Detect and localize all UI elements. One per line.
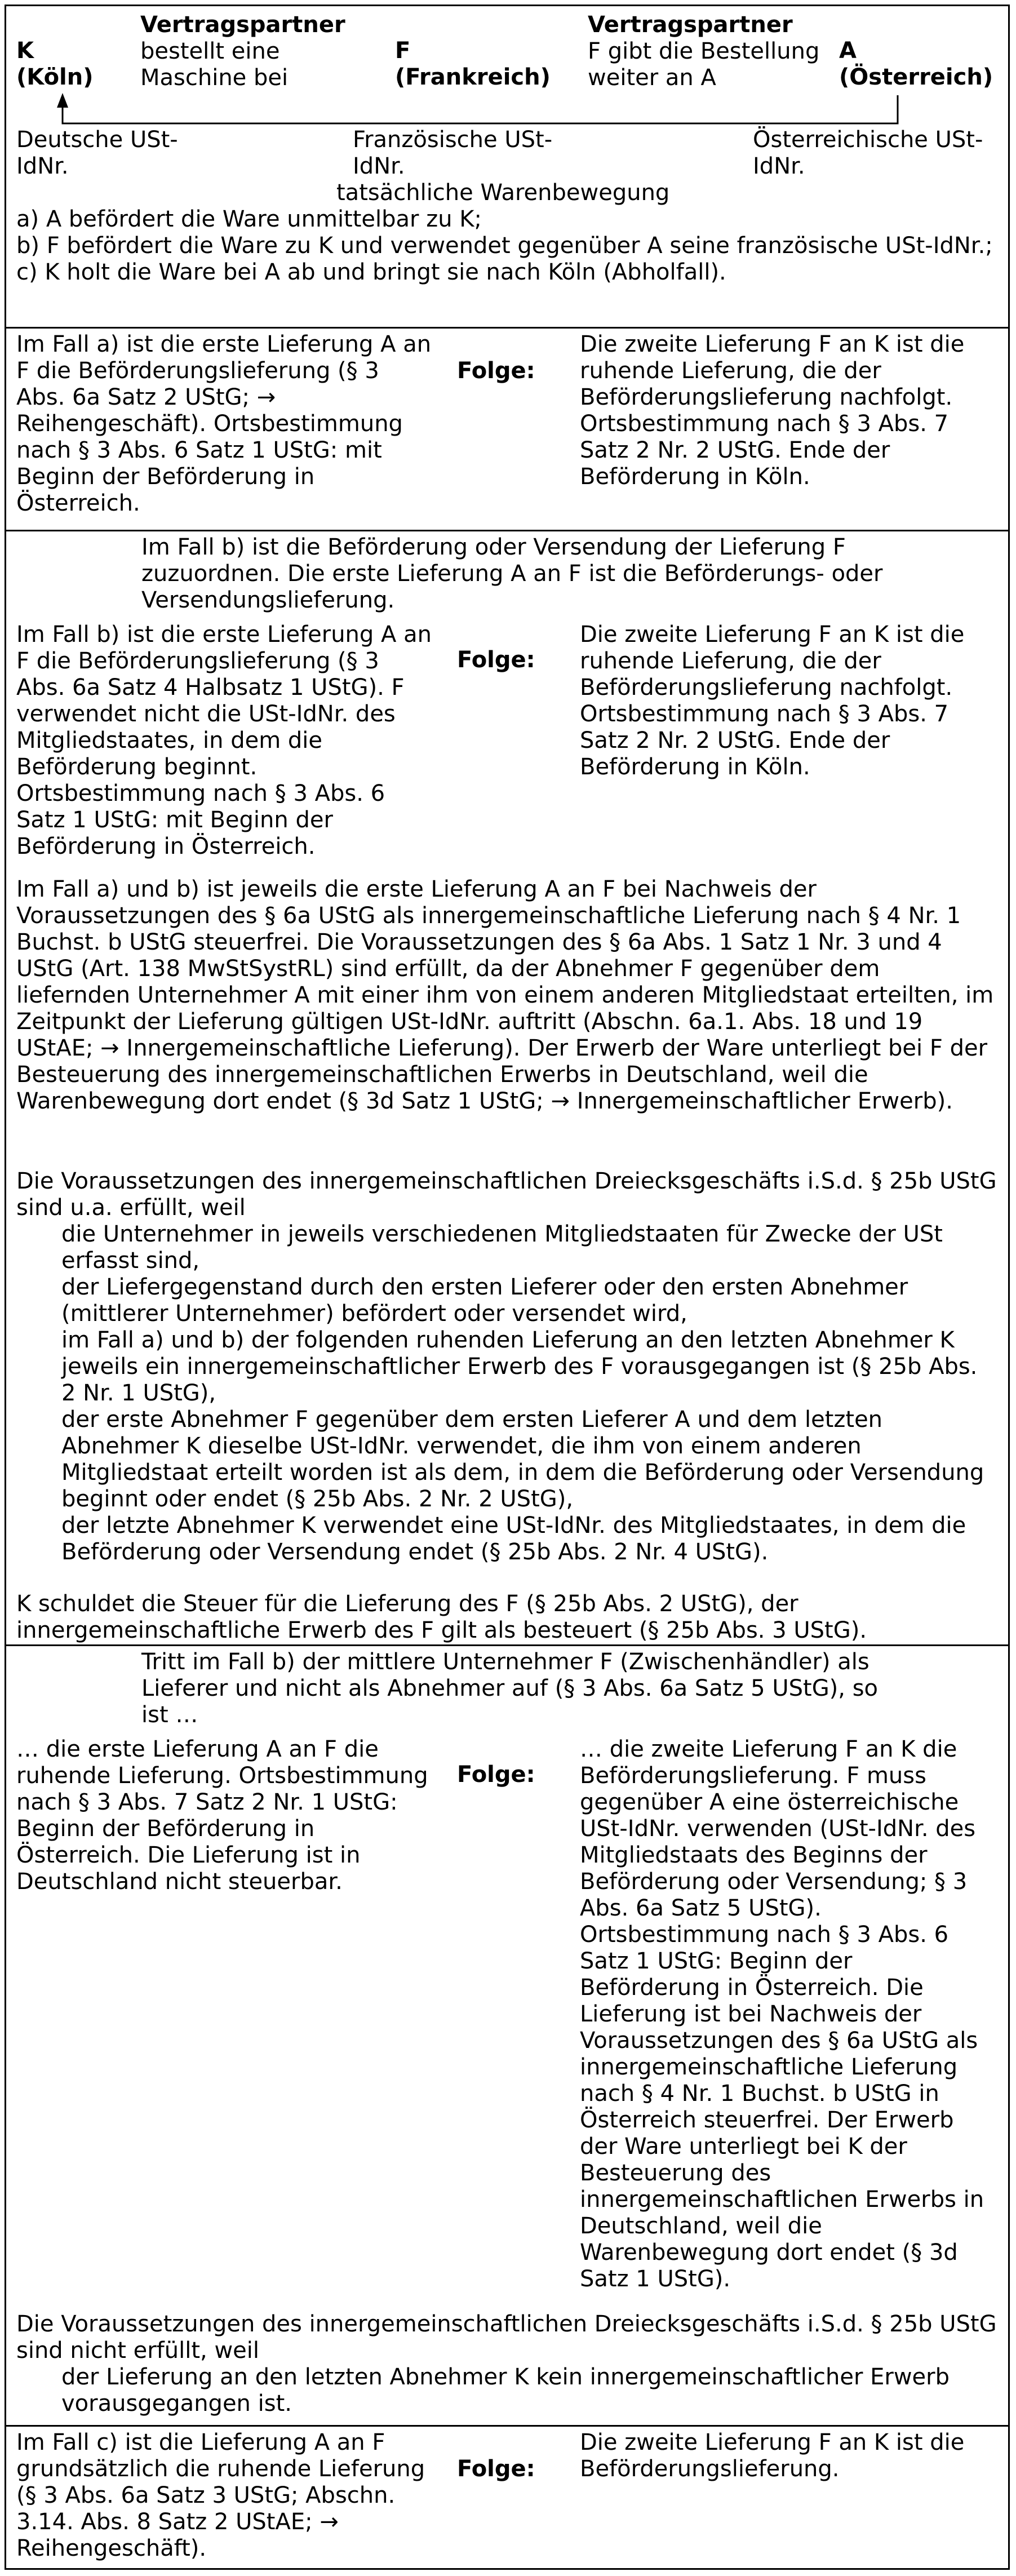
case-c: c) K holt die Ware bei A ab und bringt sie nach Köln (Abholfall). [16, 259, 726, 285]
party-f: F (Frankreich) [395, 38, 551, 90]
party-k-city: (Köln) [16, 64, 94, 90]
intermediary-left: … die erste Lieferung A an F die ruhende Lieferung. Ortsbestimmung nach § 3 Abs. 7 Satz 2 Nr. 1 UStG: Beginn der Beförderung in Österreich. Die Lieferung ist in Deutschland nicht steuerbar. [16, 1736, 428, 1895]
tax-liability-closing: K schuldet die Steuer für die Lieferung des F (§ 25b Abs. 2 UStG), der innergemeinschaftliche Erwerb des F gilt als besteuert (§ 25b Abs. 3 UStG). [16, 1591, 867, 1643]
condition-item: der letzte Abnehmer K verwendet eine USt-IdNr. des Mitgliedstaates, in dem die Beförderung oder Versendung endet (§ 25b Abs. 2 Nr. 4 UStG). [61, 1513, 966, 1565]
vat-id-a: Österreichische USt-IdNr. [753, 127, 983, 179]
case-c-folge: Folge: [457, 2456, 535, 2482]
not-triangular-intro: Die Voraussetzungen des innergemeinschaftlichen Dreiecksgeschäfts i.S.d. § 25b UStG sind nicht erfüllt, weil [16, 2311, 997, 2364]
case-b-right: Die zweite Lieferung F an K ist die ruhende Lieferung, die der Beförderungslieferung nachfolgt. Ortsbestimmung nach § 3 Abs. 7 Satz 2 Nr. 2 UStG. Ende der Beförderung in Köln. [580, 622, 965, 780]
case-b-folge: Folge: [457, 647, 535, 673]
case-b-intro: Im Fall b) ist die Beförderung oder Versendung der Lieferung F zuzuordnen. Die erste Lieferung A an F ist die Beförderungs- oder Versendungslieferung. [141, 534, 883, 613]
vat-id-f: Französische USt-IdNr. [353, 127, 553, 179]
case-b-left: Im Fall b) ist die erste Lieferung A an F die Beförderungslieferung (§ 3 Abs. 6a Satz 4 Halbsatz 1 UStG). F verwendet nicht die USt-IdNr. des Mitgliedstaates, in dem die Beförderung beginnt. Ortsbestimmung nach § 3 Abs. 6 Satz 1 UStG: mit Beginn der Beförderung in Österreich. [16, 622, 432, 859]
case-b: b) F befördert die Ware zu K und verwendet gegenüber A seine französische USt-IdNr.; [16, 233, 993, 259]
vat-id-k: Deutsche USt-IdNr. [16, 127, 178, 179]
party-k-name: K [16, 38, 34, 64]
case-a-right: Die zweite Lieferung F an K ist die ruhende Lieferung, die der Beförderungslieferung nachfolgt. Ortsbestimmung nach § 3 Abs. 7 Satz 2 Nr. 2 UStG. Ende der Beförderung in Köln. [580, 331, 965, 490]
contract-partner-1-title: Vertragspartner [140, 12, 345, 38]
case-b-section [6, 531, 1008, 1646]
diagram-section [6, 6, 1008, 329]
case-c-section [6, 2427, 1008, 2570]
condition-item: der Liefergegenstand durch den ersten Lieferer oder den ersten Abnehmer (mittlerer Unternehmer) befördert oder versendet wird, [61, 1274, 908, 1327]
case-a-folge: Folge: [457, 358, 535, 384]
intermediary-section [6, 1646, 1008, 2427]
condition-item: im Fall a) und b) der folgenden ruhenden Lieferung an den letzten Abnehmer K jeweils ein innergemeinschaftlicher Erwerb des F vorausgegangen ist (§ 25b Abs. 2 Nr. 1 UStG), [61, 1327, 978, 1406]
condition-item: die Unternehmer in jeweils verschiedenen Mitgliedstaaten für Zwecke der USt erfasst sind, [61, 1221, 943, 1274]
condition-item: der erste Abnehmer F gegenüber dem ersten Lieferer A und dem letzten Abnehmer K dieselbe USt-IdNr. verwendet, die ihm von einem anderen Mitgliedstaat erteilt worden ist als dem, in dem die Beförderung oder Versendung beginnt oder endet (§ 25b Abs. 2 Nr. 2 UStG), [61, 1407, 984, 1512]
case-a-left: Im Fall a) ist die erste Lieferung A an F die Beförderungslieferung (§ 3 Abs. 6a Satz 2 UStG; → Reihengeschäft). Ortsbestimmung nach § 3 Abs. 6 Satz 1 UStG: mit Beginn der Beförderung in Österreich. [16, 331, 432, 516]
case-a-section [6, 329, 1008, 531]
contract-partner-1-desc: bestellt eine Maschine bei [140, 38, 289, 91]
case-ab-paragraph: Im Fall a) und b) ist jeweils die erste Lieferung A an F bei Nachweis der Voraussetzungen des § 6a UStG als innergemeinschaftliche Lieferung nach § 4 Nr. 1 Buchst. b UStG steuerfrei. Die Voraussetzungen des § 6a Abs. 1 Satz 1 Nr. 3 und 4 UStG (Art. 138 MwStSystRL) sind erfüllt, da der Abnehmer F gegenüber dem liefernden Unternehmer A mit einer ihm von einem anderen Mitgliedstaat erteilten, im Zeitpunkt der Lieferung gültigen USt-IdNr. auftritt (Abschn. 6a.1. Abs. 18 und 19 UStAE; → Innergemeinschaftliche Lieferung). Der Erwerb der Ware unterliegt bei F der Besteuerung des innergemeinschaftlichen Erwerbs in Deutschland, weil die Warenbewegung dort endet (§ 3d Satz 1 UStG; → Innergemeinschaftlicher Erwerb). [16, 876, 994, 1114]
contract-partner-2-title: Vertragspartner [588, 12, 793, 38]
intermediary-right: … die zweite Lieferung F an K die Beförderungslieferung. F muss gegenüber A eine österreichische USt-IdNr. verwenden (USt-IdNr. des Mitgliedstaats des Beginns der Beförderung oder Versendung; § 3 Abs. 6a Satz 5 UStG). Ortsbestimmung nach § 3 Abs. 6 Satz 1 UStG: Beginn der Beförderung in Österreich. Die Lieferung ist bei Nachweis der Voraussetzungen des § 6a UStG als innergemeinschaftliche Lieferung nach § 4 Nr. 1 Buchst. b UStG in Österreich steuerfrei. Der Erwerb der Ware unterliegt bei K der Besteuerung des innergemeinschaftlichen Erwerbs in Deutschland, weil die Warenbewegung dort endet (§ 3d Satz 1 UStG). [580, 1736, 984, 2292]
intermediary-intro: Tritt im Fall b) der mittlere Unternehmer F (Zwischenhändler) als Lieferer und nicht als Abnehmer auf (§ 3 Abs. 6a Satz 5 UStG), so ist … [141, 1649, 879, 1728]
triangular-conditions-list [61, 1221, 997, 1566]
intermediary-folge: Folge: [457, 1762, 535, 1788]
movement-label: tatsächliche Warenbewegung [336, 180, 670, 206]
contract-partner-2-desc: F gibt die Bestellung weiter an A [588, 38, 820, 91]
document-page [5, 5, 1010, 2570]
case-a: a) A befördert die Ware unmittelbar zu K; [16, 206, 482, 232]
case-c-right: Die zweite Lieferung F an K ist die Beförderungslieferung. [580, 2429, 965, 2482]
case-list [16, 206, 997, 286]
not-triangular-reason: der Lieferung an den letzten Abnehmer K kein innergemeinschaftlicher Erwerb vorausgegangen ist. [61, 2364, 950, 2417]
party-a: A (Österreich) [839, 38, 993, 90]
triangular-conditions-intro: Die Voraussetzungen des innergemeinschaftlichen Dreiecksgeschäfts i.S.d. § 25b UStG sind u.a. erfüllt, weil [16, 1168, 997, 1221]
case-c-left: Im Fall c) ist die Lieferung A an F grundsätzlich die ruhende Lieferung (§ 3 Abs. 6a Satz 3 UStG; Abschn. 3.14. Abs. 8 Satz 2 UStAE; → Reihengeschäft). [16, 2429, 425, 2561]
